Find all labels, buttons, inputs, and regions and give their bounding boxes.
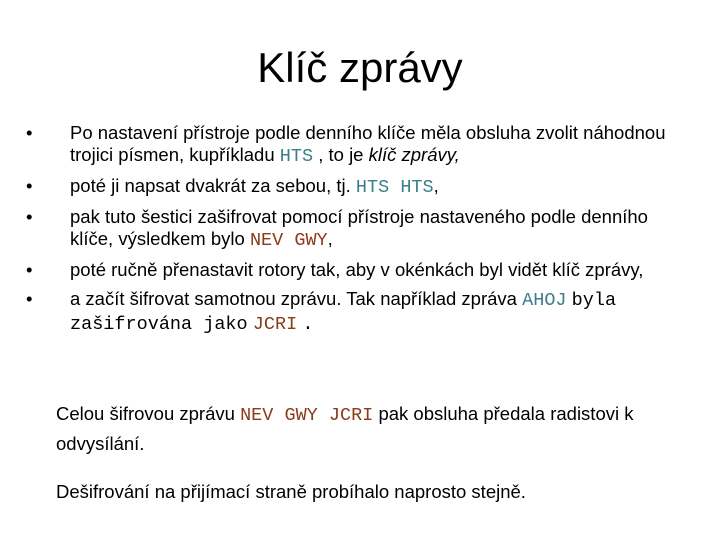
paragraph-text: pak obsluha předala radistovi k odvysílání. bbox=[56, 403, 634, 454]
code-text: AHOJ bbox=[522, 290, 567, 311]
list-item bbox=[26, 122, 690, 168]
list-item bbox=[26, 259, 690, 281]
bullet-dot: • bbox=[26, 175, 33, 196]
bullet-text: poté ručně přenastavit rotory tak, aby v okénkách byl vidět klíč zprávy, bbox=[70, 259, 644, 280]
paragraph-text: Celou šifrovou zprávu bbox=[56, 403, 235, 424]
code-text: HTS bbox=[279, 146, 314, 167]
bullet-list bbox=[26, 122, 690, 343]
code-text: JCRI bbox=[252, 314, 298, 335]
list-item bbox=[26, 288, 690, 336]
list-item bbox=[26, 206, 690, 252]
code-text: NEV GWY bbox=[249, 230, 328, 251]
code-text: HTS HTS bbox=[355, 177, 434, 198]
bullet-text: Po nastavení přístroje podle denního klíče měla obsluha zvolit náhodnou trojici písmen, kupříkladu bbox=[70, 122, 666, 165]
code-text: NEV GWY JCRI bbox=[240, 405, 374, 426]
bullet-dot: • bbox=[26, 288, 33, 309]
paragraph-decryption: Dešifrování na přijímací straně probíhalo naprosto stejně. bbox=[56, 481, 526, 502]
paragraph-summary bbox=[56, 400, 696, 458]
bullet-text: a začít šifrovat samotnou zprávu. Tak například zpráva bbox=[70, 288, 517, 309]
bullet-dot: • bbox=[26, 259, 33, 280]
bullet-text: . bbox=[302, 314, 314, 335]
bullet-text: , bbox=[327, 228, 333, 249]
bullet-dot: • bbox=[26, 206, 33, 227]
list-item bbox=[26, 175, 690, 199]
bullet-text: poté ji napsat dvakrát za sebou, tj. bbox=[70, 175, 351, 196]
bullet-text: , bbox=[433, 175, 439, 196]
bullet-text: , to je bbox=[318, 144, 364, 165]
bullet-text: byla zašifrována jako bbox=[70, 290, 617, 335]
italic-text: klíč zprávy, bbox=[368, 144, 460, 165]
bullet-dot: • bbox=[26, 122, 33, 143]
slide-title: Klíč zprávy bbox=[257, 44, 463, 91]
bullet-text: pak tuto šestici zašifrovat pomocí přístroje nastaveného podle denního klíče, výsledkem bylo bbox=[70, 206, 648, 249]
